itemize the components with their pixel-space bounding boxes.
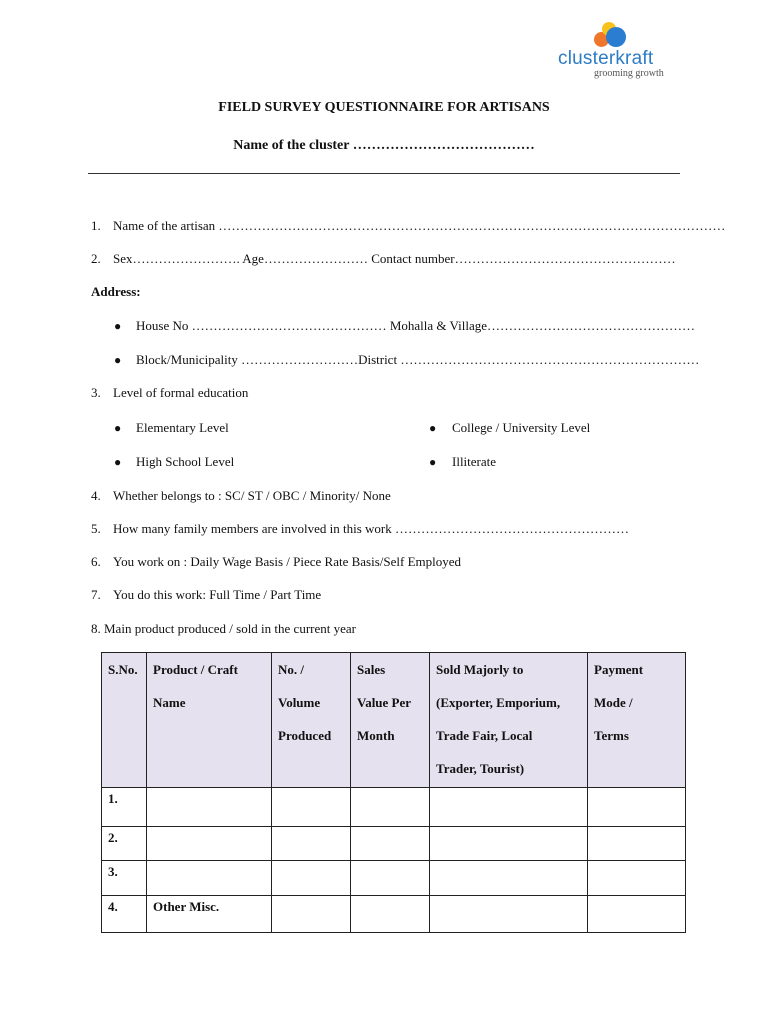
bullet-icon: ● xyxy=(114,319,122,333)
question-8: 8. Main product produced / sold in the current year xyxy=(91,621,356,636)
question-6: 6. You work on : Daily Wage Basis / Piece Rate Basis/Self Employed xyxy=(91,554,461,569)
header-sales: Sales Value Per Month xyxy=(351,653,430,788)
bullet-icon: ● xyxy=(429,455,437,469)
header-sold-to: Sold Majorly to (Exporter, Emporium, Trade Fair, Local Trader, Tourist) xyxy=(430,653,588,788)
question-2: 2. Sex……………………. Age…………………… Contact number…………………………………………… xyxy=(91,251,676,266)
header-divider xyxy=(88,173,680,174)
page-title: FIELD SURVEY QUESTIONNAIRE FOR ARTISANS xyxy=(218,100,550,115)
clusterkraft-logo xyxy=(556,18,686,78)
header-product: Product / Craft Name xyxy=(147,653,272,788)
question-3: 3. Level of formal education xyxy=(91,385,249,400)
table-row: 2. xyxy=(102,827,686,861)
bullet-icon: ● xyxy=(429,421,437,435)
table-row: 4. Other Misc. xyxy=(102,896,686,933)
option-college: College / University Level xyxy=(452,420,591,435)
question-5: 5. How many family members are involved in this work ……………………………………………… xyxy=(91,521,629,536)
header-sno: S.No. xyxy=(102,653,147,788)
table-header-row xyxy=(102,653,686,788)
table-row: 3. xyxy=(102,861,686,896)
bullet-icon: ● xyxy=(114,421,122,435)
question-4: 4. Whether belongs to : SC/ ST / OBC / Minority/ None xyxy=(91,488,391,503)
address-block: Block/Municipality ………………………District …………………………………………………………… xyxy=(136,352,700,367)
question-7: 7. You do this work: Full Time / Part Time xyxy=(91,587,322,602)
option-elementary: Elementary Level xyxy=(136,420,229,435)
address-house: House No ……………………………………… Mohalla & Village………………………………………… xyxy=(136,318,696,333)
header-volume: No. / Volume Produced xyxy=(272,653,351,788)
product-table xyxy=(101,652,686,933)
address-label: Address: xyxy=(91,284,141,299)
bullet-icon: ● xyxy=(114,353,122,367)
cluster-name-line: Name of the cluster ………………………………… xyxy=(233,138,535,153)
question-1: 1. Name of the artisan ……………………………………………………………………………………………………… xyxy=(91,218,726,233)
bullet-icon: ● xyxy=(114,455,122,469)
logo-text: clusterkraft xyxy=(558,48,654,69)
header-payment: Payment Mode / Terms xyxy=(588,653,686,788)
table-row: 1. xyxy=(102,788,686,827)
logo-tagline: grooming growth xyxy=(594,68,664,79)
option-illiterate: Illiterate xyxy=(452,454,497,469)
option-high-school: High School Level xyxy=(136,454,235,469)
